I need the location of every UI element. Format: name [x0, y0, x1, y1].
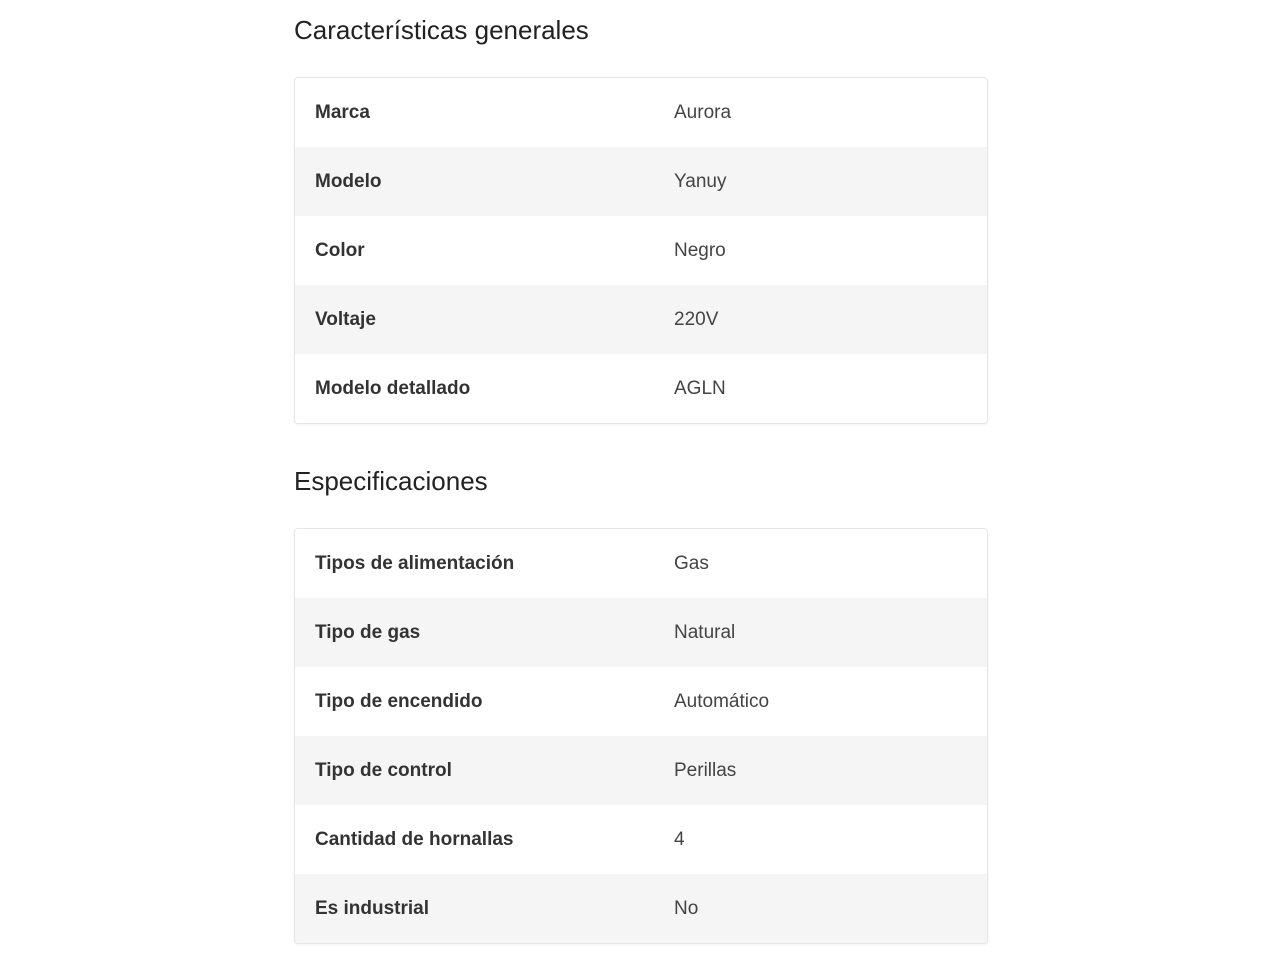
table-row	[295, 78, 987, 147]
spec-table-specs	[294, 528, 988, 944]
spec-table-general	[294, 77, 988, 424]
row-value: Negro	[674, 239, 726, 261]
row-value: Perillas	[674, 759, 737, 781]
row-key: Cantidad de hornallas	[315, 828, 514, 850]
row-value: Gas	[674, 552, 709, 574]
row-value: Natural	[674, 621, 736, 643]
row-value: Automático	[674, 690, 770, 712]
row-key: Tipo de control	[315, 759, 452, 781]
row-key: Es industrial	[315, 897, 430, 919]
row-key: Color	[315, 239, 365, 261]
row-key: Tipo de encendido	[315, 690, 483, 712]
section-title-specs: Especificaciones	[294, 466, 488, 496]
row-value: Yanuy	[674, 170, 727, 192]
row-key: Marca	[315, 101, 370, 123]
row-value: Aurora	[674, 101, 732, 123]
table-row	[295, 736, 987, 805]
row-key: Modelo detallado	[315, 377, 471, 399]
table-row	[295, 529, 987, 598]
row-value: AGLN	[674, 377, 726, 399]
row-value: 4	[674, 828, 685, 850]
row-key: Tipo de gas	[315, 621, 421, 643]
table-row	[295, 667, 987, 736]
table-row	[295, 874, 987, 943]
row-key: Tipos de alimentación	[315, 552, 515, 574]
table-row	[295, 805, 987, 874]
section-title-general: Características generales	[294, 15, 589, 45]
table-row	[295, 216, 987, 285]
table-row	[295, 598, 987, 667]
row-value: 220V	[674, 308, 719, 330]
table-row	[295, 147, 987, 216]
row-key: Voltaje	[315, 308, 376, 330]
row-key: Modelo	[315, 170, 382, 192]
row-value: No	[674, 897, 699, 919]
table-row	[295, 285, 987, 354]
table-row	[295, 354, 987, 423]
